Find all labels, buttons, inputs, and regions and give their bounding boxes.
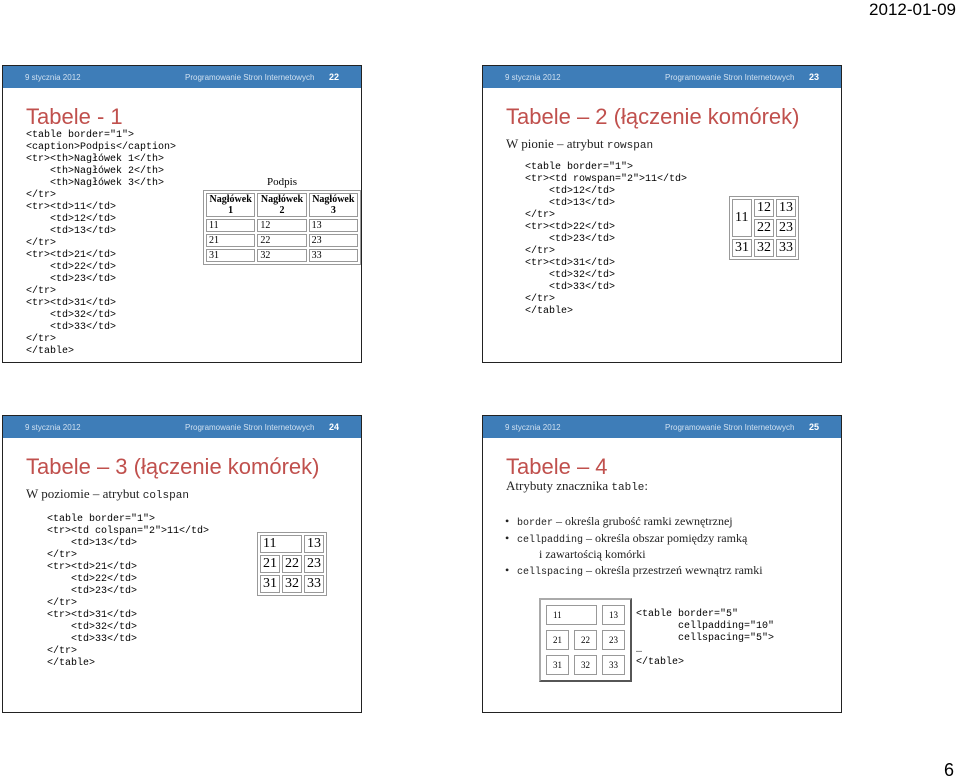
- slide-title: Tabele - 1: [26, 104, 123, 129]
- slide-date: 9 stycznia 2012: [505, 423, 561, 432]
- demo-cell: 23: [602, 630, 625, 650]
- demo-cell: 23: [304, 555, 324, 573]
- code-block: <table border="1"> <caption>Podpis</caption> <tr><th>Nagłówek 1</th> <th>Nagłówek 2</th> <th>Nagłówek 3</th> </tr> <tr><td>11</td> <td>12</td> <td>13</td> </tr> <tr><td>21</td> <td>22</td> <td>23</td> </tr> <tr><td>31</td> <td>32</td> <td>33</td> </tr> </table>: [26, 130, 177, 357]
- slide-course: Programowanie Stron Internetowych: [185, 73, 315, 82]
- slide-course: Programowanie Stron Internetowych: [665, 73, 795, 82]
- demo-cell: 12: [257, 219, 306, 232]
- demo-cell: 31: [260, 575, 280, 593]
- slide-23: [482, 65, 842, 363]
- slide-number: 22: [328, 72, 339, 82]
- demo-cell: 11: [206, 219, 255, 232]
- slide-number: 25: [808, 422, 819, 432]
- demo-cell: 21: [546, 630, 569, 650]
- slide-header: [3, 416, 361, 438]
- demo-cell: 31: [206, 249, 255, 262]
- slide-course: Programowanie Stron Internetowych: [665, 423, 795, 432]
- slide-22: [2, 65, 362, 363]
- bullet-item: • cellspacing – określa przestrzeń wewnątrz ramki: [505, 563, 763, 578]
- demo-cell: 33: [602, 655, 625, 675]
- demo-cell: 32: [574, 655, 597, 675]
- slide-date: 9 stycznia 2012: [25, 423, 81, 432]
- demo-cell: 13: [309, 219, 358, 232]
- demo-cell: 32: [754, 239, 774, 257]
- demo-header-cell: Nagłówek 3: [309, 193, 358, 217]
- page-date: 2012-01-09: [869, 0, 956, 19]
- demo-cell: 23: [776, 219, 796, 237]
- code-block: <table border="1"> <tr><td colspan="2">11</td> <td>13</td> </tr> <tr><td>21</td> <td>22</td> <td>23</td> </tr> <tr><td>31</td> <td>32</td> <td>33</td> </tr> </table>: [47, 514, 210, 669]
- slide-subtitle: W poziomie – atrybut colspan: [26, 486, 189, 502]
- slide-title: Tabele – 3 (łączenie komórek): [26, 454, 320, 479]
- bullet-continuation: i zawartością komórki: [539, 547, 646, 561]
- demo-cell: 32: [282, 575, 302, 593]
- demo-caption: Podpis: [267, 176, 297, 188]
- demo-cell: 13: [776, 199, 796, 217]
- demo-table: [729, 196, 799, 260]
- bullet-item: • cellpadding – określa obszar pomiędzy ramką: [505, 531, 748, 546]
- demo-cell: 31: [546, 655, 569, 675]
- demo-cell: 11: [546, 605, 597, 625]
- demo-cell: 21: [260, 555, 280, 573]
- demo-table: [257, 532, 327, 596]
- page-number: 6: [943, 760, 954, 780]
- slide-24: [2, 415, 362, 713]
- demo-cell: 33: [304, 575, 324, 593]
- demo-cell: 33: [776, 239, 796, 257]
- slide-title: Tabele – 2 (łączenie komórek): [506, 104, 800, 129]
- slide-number: 24: [328, 422, 339, 432]
- demo-cell: 12: [754, 199, 774, 217]
- demo-cell: 33: [309, 249, 358, 262]
- demo-cell: 13: [304, 535, 324, 553]
- slide-header: [483, 416, 841, 438]
- slide-25: [482, 415, 842, 713]
- demo-cell: 31: [732, 239, 752, 257]
- demo-cell: 22: [754, 219, 774, 237]
- demo-cell: 23: [309, 234, 358, 247]
- slide-course: Programowanie Stron Internetowych: [185, 423, 315, 432]
- demo-table: [539, 598, 632, 682]
- demo-cell: 11: [260, 535, 302, 553]
- slide-subtitle: Atrybuty znacznika table:: [506, 478, 649, 494]
- demo-cell: 13: [602, 605, 625, 625]
- demo-cell: 11: [732, 199, 752, 237]
- slide-header: [3, 66, 361, 88]
- demo-cell: 22: [282, 555, 302, 573]
- demo-cell: 22: [574, 630, 597, 650]
- slide-number: 23: [808, 72, 819, 82]
- code-block: <table border="5" cellpadding="10" cellspacing="5"> … </table>: [636, 609, 775, 668]
- slide-subtitle: W pionie – atrybut rowspan: [506, 136, 654, 152]
- slide-date: 9 stycznia 2012: [505, 73, 561, 82]
- demo-header-cell: Nagłówek 2: [257, 193, 306, 217]
- demo-header-cell: Nagłówek 1: [206, 193, 255, 217]
- bullet-item: • border – określa grubość ramki zewnętrznej: [505, 514, 733, 529]
- demo-cell: 22: [257, 234, 306, 247]
- demo-cell: 32: [257, 249, 306, 262]
- demo-cell: 21: [206, 234, 255, 247]
- slide-header: [483, 66, 841, 88]
- slide-title: Tabele – 4: [506, 454, 608, 479]
- slide-date: 9 stycznia 2012: [25, 73, 81, 82]
- code-block: <table border="1"> <tr><td rowspan="2">11</td> <td>12</td> <td>13</td> </tr> <tr><td>22</td> <td>23</td> </tr> <tr><td>31</td> <td>32</td> <td>33</td> </tr> </table>: [525, 162, 688, 317]
- demo-table: [203, 176, 361, 265]
